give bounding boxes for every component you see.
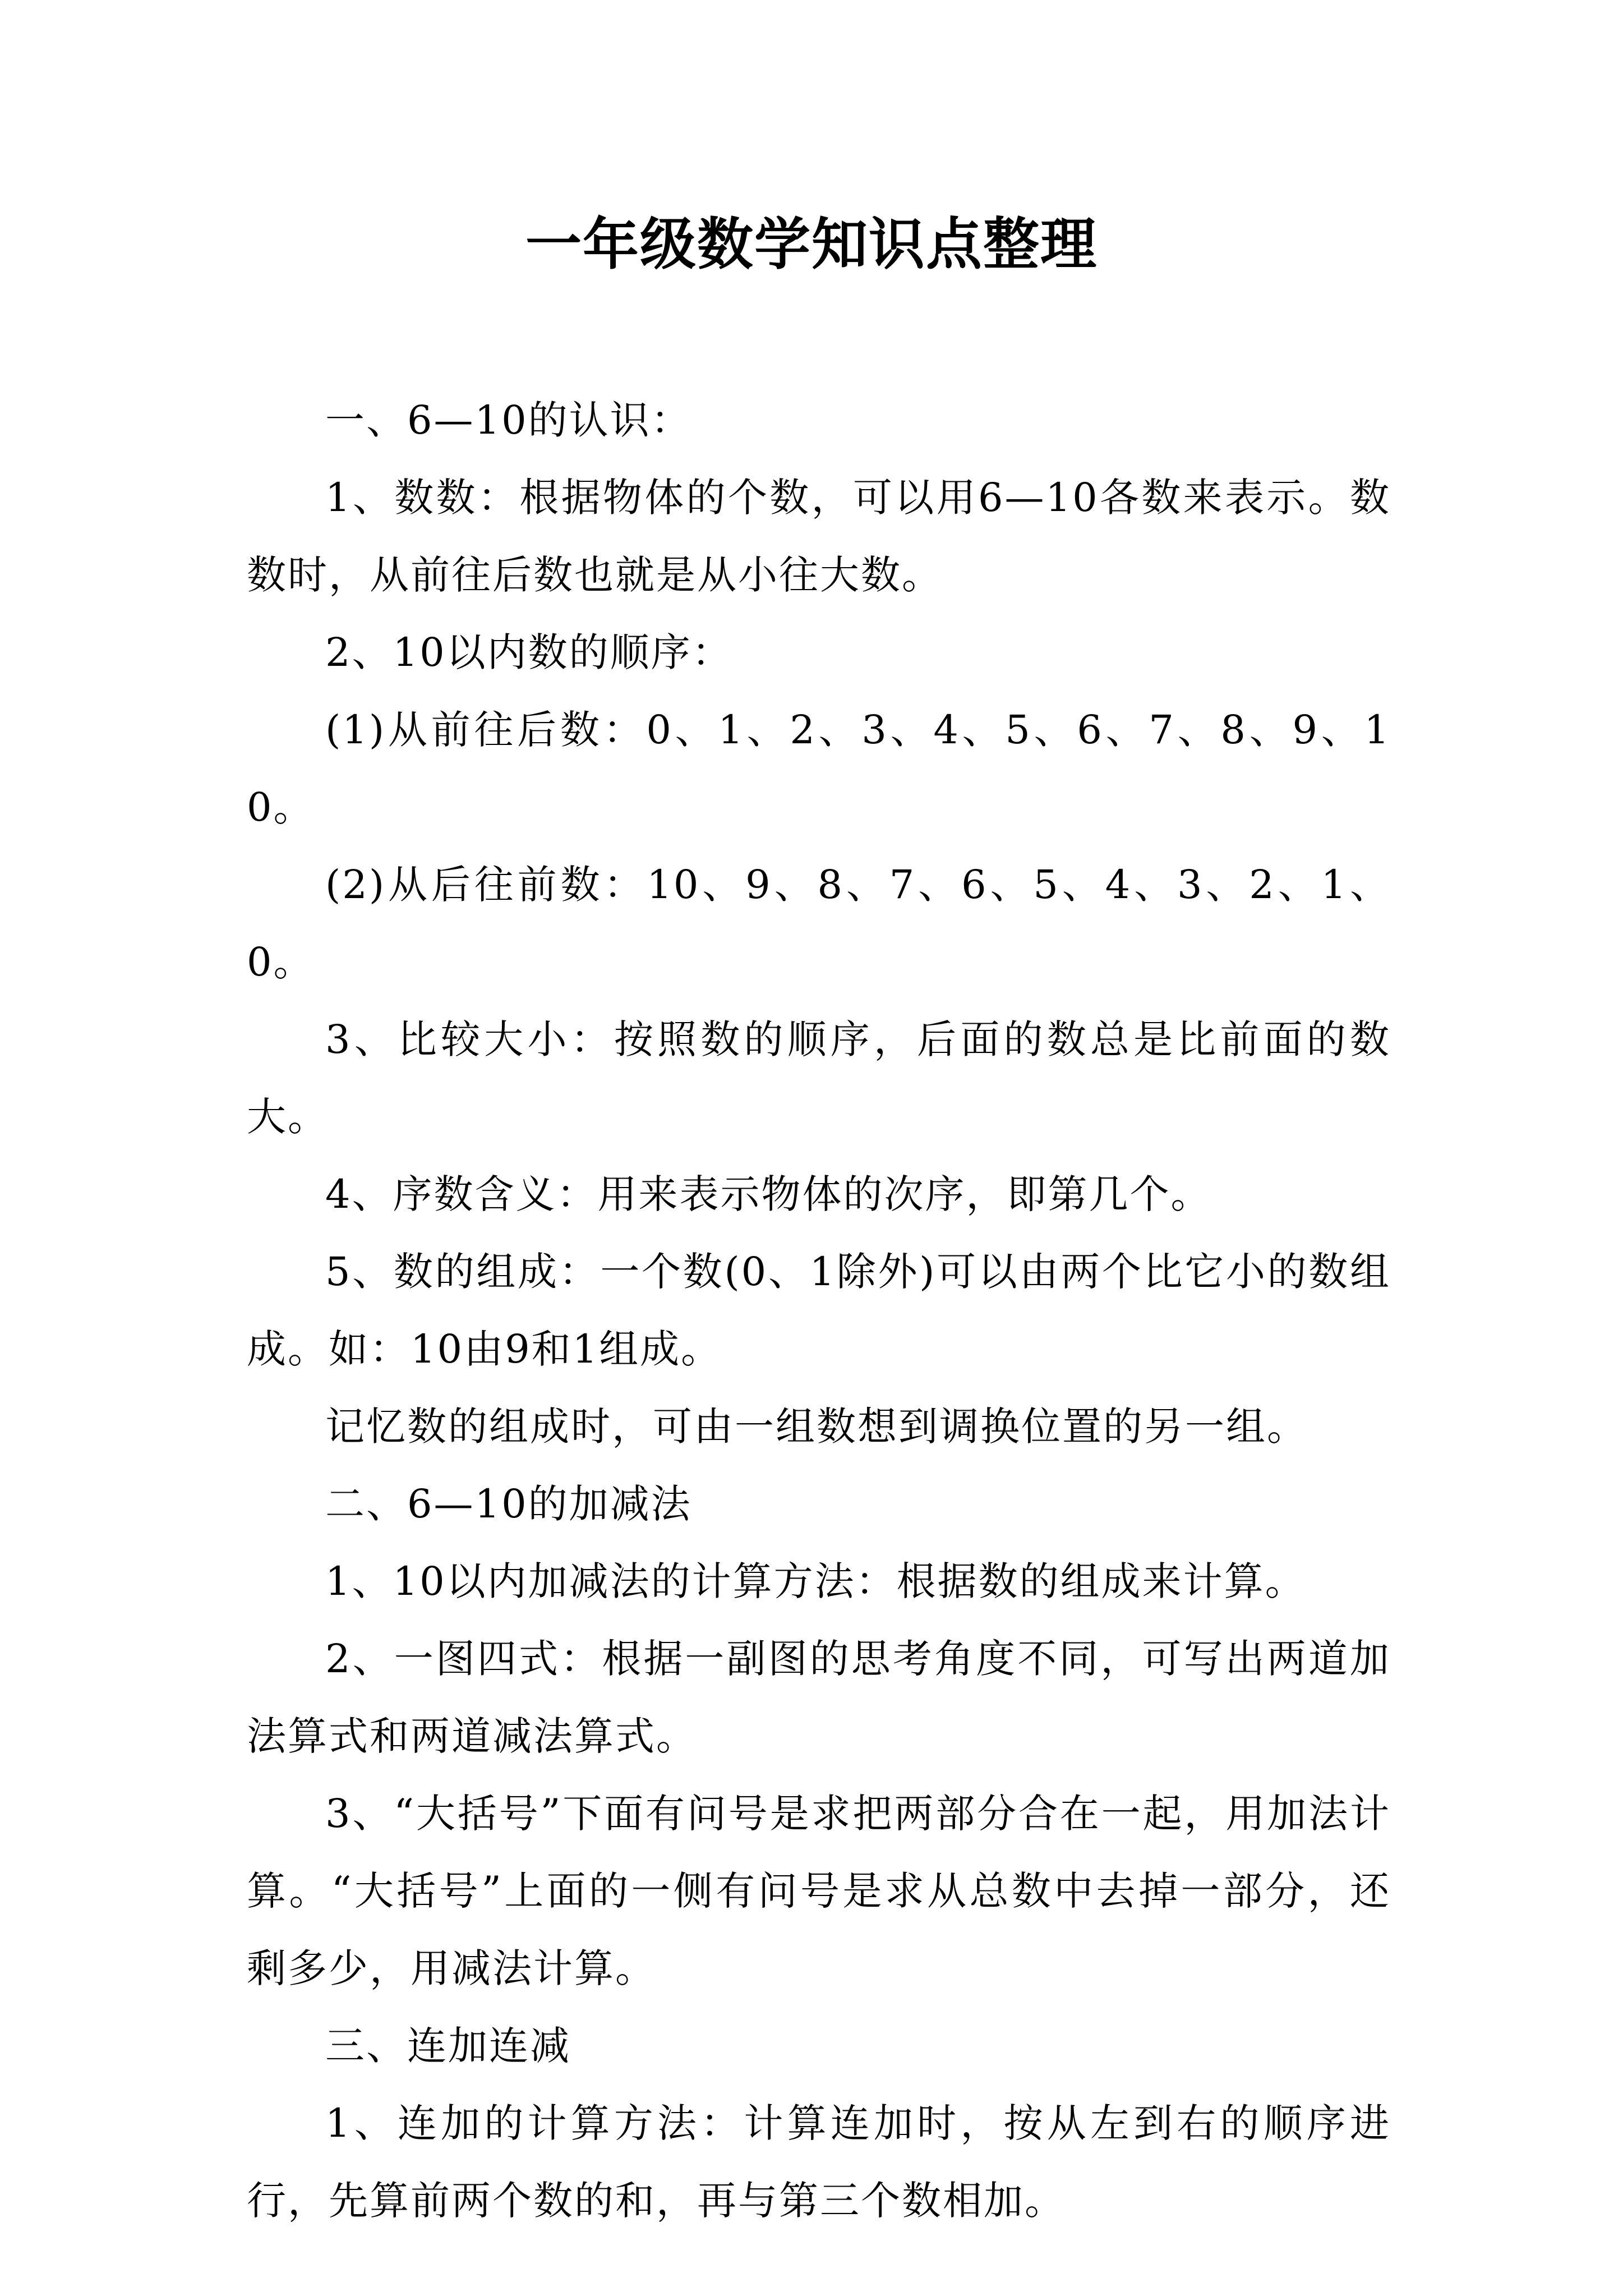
paragraph-one-picture-four: 2、一图四式：根据一副图的思考角度不同，可写出两道加法算式和两道减法算式。 <box>247 1636 1391 1759</box>
section-heading-2: 二、6—10的加减法 <box>325 1481 692 1527</box>
paragraph-ordinal: 4、序数含义：用来表示物体的次序，即第几个。 <box>325 1171 1212 1217</box>
paragraph-memory: 记忆数的组成时，可由一组数想到调换位置的另一组。 <box>325 1404 1308 1450</box>
paragraph-brace: 3、“大括号”下面有问号是求把两部分合在一起，用加法计算。“大括号”上面的一侧有问号是求从总数中去掉一部分，还剩多少，用减法计算。 <box>247 1791 1391 1991</box>
paragraph-order-backward: (2)从后往前数：10、9、8、7、6、5、4、3、2、1、0。 <box>247 862 1391 985</box>
section-heading-1: 一、6—10的认识： <box>325 397 692 443</box>
document-title: 一年级数学知识点整理 <box>525 211 1098 277</box>
paragraph-order-heading: 2、10以内数的顺序： <box>325 629 733 675</box>
paragraph-add-sub-method: 1、10以内加减法的计算方法：根据数的组成来计算。 <box>325 1558 1306 1604</box>
section-heading-3: 三、连加连减 <box>325 2023 571 2069</box>
document-body <box>247 381 1391 2239</box>
paragraph-compare: 3、比较大小：按照数的顺序，后面的数总是比前面的数大。 <box>247 1016 1391 1140</box>
paragraph-consecutive-add: 1、连加的计算方法：计算连加时，按从左到右的顺序进行，先算前两个数的和，再与第三个数相加。 <box>247 2100 1391 2224</box>
paragraph-order-forward: (1)从前往后数：0、1、2、3、4、5、6、7、8、9、10。 <box>247 707 1391 830</box>
paragraph-counting: 1、数数：根据物体的个数，可以用6—10各数来表示。数数时，从前往后数也就是从小往大数。 <box>247 475 1391 598</box>
paragraph-composition: 5、数的组成：一个数(0、1除外)可以由两个比它小的数组成。如：10由9和1组成。 <box>247 1249 1391 1372</box>
